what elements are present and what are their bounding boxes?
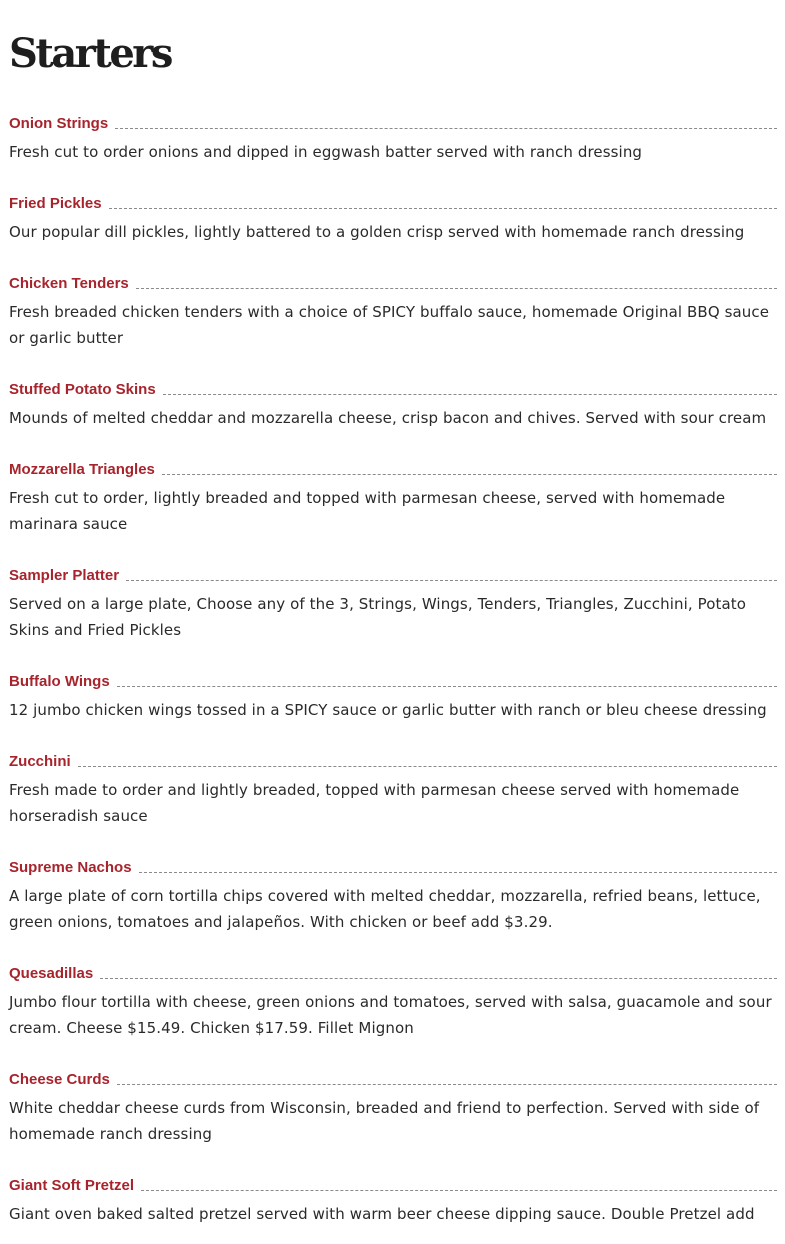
menu-item-header xyxy=(9,752,777,772)
menu-item-list xyxy=(9,114,777,1227)
menu-item-name: Sampler Platter xyxy=(9,567,120,584)
menu-item-name: Cheese Curds xyxy=(9,1071,110,1088)
menu-item-name: Onion Strings xyxy=(9,115,109,132)
menu-item-header xyxy=(9,1176,777,1196)
menu-item-name: Chicken Tenders xyxy=(9,275,129,292)
menu-item-header xyxy=(9,460,777,480)
menu-item-description: A large plate of corn tortilla chips covered with melted cheddar, mozzarella, refried beans, lettuce, green onions, tomatoes and jalapeños. With chicken or beef add $3.29. xyxy=(9,887,761,931)
menu-item-description: Fresh cut to order, lightly breaded and topped with parmesan cheese, served with homemade marinara sauce xyxy=(9,489,726,533)
menu-item xyxy=(9,194,777,245)
menu-item-name: Quesadillas xyxy=(9,965,94,982)
section-title: Starters xyxy=(9,30,171,77)
menu-item xyxy=(9,752,777,829)
menu-item-description: Giant oven baked salted pretzel served with warm beer cheese dipping sauce. Double Pretzel add xyxy=(9,1205,755,1223)
menu-item-header xyxy=(9,964,777,984)
menu-section xyxy=(9,0,777,1244)
menu-item-description: Served on a large plate, Choose any of the 3, Strings, Wings, Tenders, Triangles, Zucchini, Potato Skins and Fried Pickles xyxy=(9,595,747,639)
menu-item-header xyxy=(9,114,777,134)
menu-item-header xyxy=(9,566,777,586)
dotted-leader xyxy=(136,288,777,289)
menu-item-description: Fresh cut to order onions and dipped in eggwash batter served with ranch dressing xyxy=(9,143,643,161)
menu-item xyxy=(9,672,777,723)
dotted-leader xyxy=(162,474,777,475)
menu-item-name: Buffalo Wings xyxy=(9,673,110,690)
dotted-leader xyxy=(117,686,777,687)
menu-item xyxy=(9,858,777,935)
menu-item xyxy=(9,380,777,431)
dotted-leader xyxy=(78,766,777,767)
menu-item-description: Our popular dill pickles, lightly battered to a golden crisp served with homemade ranch dressing xyxy=(9,223,745,241)
dotted-leader xyxy=(126,580,777,581)
menu-item-header xyxy=(9,380,777,400)
menu-item-name: Stuffed Potato Skins xyxy=(9,381,156,398)
menu-item-description: White cheddar cheese curds from Wisconsin, breaded and friend to perfection. Served with side of homemade ranch dressing xyxy=(9,1099,760,1143)
menu-item xyxy=(9,1176,777,1227)
menu-item-name: Giant Soft Pretzel xyxy=(9,1177,135,1194)
menu-item xyxy=(9,1070,777,1147)
dotted-leader xyxy=(139,872,777,873)
menu-item xyxy=(9,114,777,165)
menu-item-header xyxy=(9,858,777,878)
menu-item xyxy=(9,566,777,643)
dotted-leader xyxy=(100,978,777,979)
menu-item xyxy=(9,274,777,351)
dotted-leader xyxy=(117,1084,777,1085)
menu-item-name: Supreme Nachos xyxy=(9,859,132,876)
menu-item-description: Mounds of melted cheddar and mozzarella cheese, crisp bacon and chives. Served with sour cream xyxy=(9,409,767,427)
menu-item-name: Zucchini xyxy=(9,753,71,770)
menu-item-header xyxy=(9,274,777,294)
dotted-leader xyxy=(141,1190,777,1191)
menu-item xyxy=(9,964,777,1041)
menu-item-description: Jumbo flour tortilla with cheese, green onions and tomatoes, served with salsa, guacamole and sour cream. Cheese $15.49. Chicken $17.59. Fillet Mignon xyxy=(9,993,772,1037)
menu-item-name: Fried Pickles xyxy=(9,195,102,212)
dotted-leader xyxy=(163,394,777,395)
menu-item-description: 12 jumbo chicken wings tossed in a SPICY sauce or garlic butter with ranch or bleu cheese dressing xyxy=(9,701,767,719)
menu-item-header xyxy=(9,672,777,692)
menu-item-header xyxy=(9,1070,777,1090)
dotted-leader xyxy=(115,128,777,129)
dotted-leader xyxy=(109,208,777,209)
menu-item-description: Fresh made to order and lightly breaded, topped with parmesan cheese served with homemade horseradish sauce xyxy=(9,781,740,825)
menu-item-header xyxy=(9,194,777,214)
menu-item xyxy=(9,460,777,537)
menu-item-name: Mozzarella Triangles xyxy=(9,461,155,478)
menu-item-description: Fresh breaded chicken tenders with a choice of SPICY buffalo sauce, homemade Original BBQ sauce or garlic butter xyxy=(9,303,770,347)
